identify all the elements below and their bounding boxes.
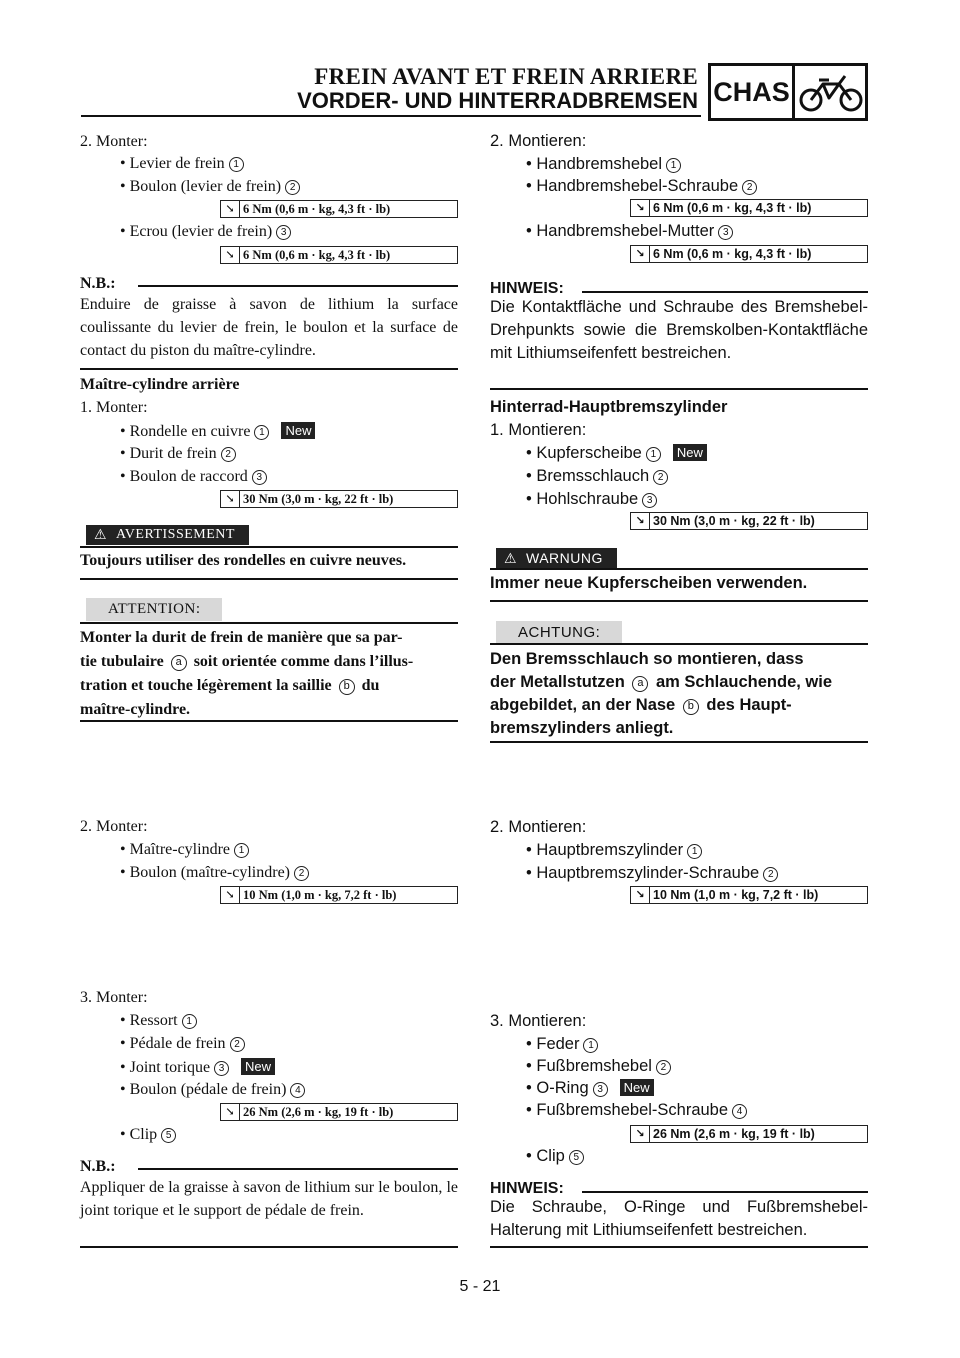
- warning-label-text: AVERTISSEMENT: [116, 527, 235, 542]
- callout-number: 3: [252, 470, 267, 485]
- list-item: [526, 1057, 671, 1076]
- callout-number: 3: [718, 225, 733, 240]
- attention-text: abgebildet, an der Nase: [490, 696, 676, 714]
- warning-icon: ⚠: [504, 550, 518, 566]
- note-rule: [138, 285, 458, 287]
- callout-letter: b: [339, 679, 355, 695]
- note-text: Enduire de graisse à savon de lithium la surface coulissante du levier de frein, le boulon et la surface de contact du piston du maître-cylindre.: [80, 296, 458, 359]
- attention-rule: [80, 622, 458, 624]
- callout-number: 1: [583, 1038, 598, 1053]
- list-item: [120, 1035, 245, 1053]
- item-text: • Bremsschlauch: [526, 467, 650, 485]
- note-text: Die Schraube, O-Ringe und Fußbremshebel-Halterung mit Lithiumseifenfett bestreichen.: [490, 1198, 868, 1239]
- step: 2. Monter:: [80, 133, 148, 150]
- header-title-fr: FREIN AVANT ET FREIN ARRIERE: [314, 64, 698, 89]
- attention-text: tration et touche légèrement la saillie: [80, 677, 332, 694]
- item-text: • Feder: [526, 1035, 580, 1053]
- warning-icon: ⚠: [94, 528, 108, 543]
- list-item: [526, 490, 657, 509]
- warning-label: [496, 548, 617, 568]
- torque-spec: [220, 246, 458, 264]
- item-text: • Clip: [120, 1126, 158, 1143]
- section-heading: Hinterrad-Hauptbremszylinder: [490, 398, 728, 416]
- torque-value: 6 Nm (0,6 m · kg, 4,3 ft · lb): [243, 202, 391, 216]
- list-item: [120, 223, 291, 241]
- torque-value: 10 Nm (1,0 m · kg, 7,2 ft · lb): [243, 888, 397, 902]
- callout-number: 1: [666, 158, 681, 173]
- callout-number: 5: [161, 1128, 176, 1143]
- list-item: [526, 1079, 654, 1098]
- list-item: [120, 1126, 176, 1144]
- note-label: HINWEIS:: [490, 1180, 564, 1197]
- attention-line: maître-cylindre.: [80, 701, 191, 718]
- step: 1. Montieren:: [490, 421, 587, 439]
- attention-line: [80, 653, 413, 671]
- list-item: [526, 864, 778, 883]
- page-header: [0, 0, 960, 130]
- callout-number: 1: [229, 157, 244, 172]
- step: 1. Monter:: [80, 399, 148, 416]
- item-text: • Levier de frein: [120, 155, 225, 172]
- new-badge: New: [281, 422, 315, 439]
- header-rule: [81, 115, 701, 117]
- item-text: • Ressort: [120, 1012, 178, 1029]
- item-text: • Ecrou (levier de frein): [120, 223, 273, 240]
- note-rule: [582, 291, 868, 293]
- attention-line: [80, 677, 379, 695]
- item-text: • O-Ring: [526, 1079, 589, 1097]
- torque-spec: [220, 886, 458, 904]
- step: 2. Montieren:: [490, 818, 587, 836]
- torque-value: 26 Nm (2,6 m · kg, 19 ft · lb): [243, 1105, 394, 1119]
- callout-number: 2: [230, 1037, 245, 1052]
- callout-number: 1: [687, 844, 702, 859]
- warning-text: Immer neue Kupferscheiben verwenden.: [490, 574, 808, 592]
- attention-line: bremszylinders anliegt.: [490, 719, 674, 737]
- wrench-icon: ↘: [631, 1126, 650, 1142]
- torque-value: 30 Nm (3,0 m · kg, 22 ft · lb): [243, 492, 394, 506]
- torque-value: 30 Nm (3,0 m · kg, 22 ft · lb): [653, 514, 815, 528]
- header-title-de: VORDER- UND HINTERRADBREMSEN: [297, 88, 698, 113]
- wrench-icon: ↘: [221, 887, 240, 903]
- item-text: • Boulon (maître-cylindre): [120, 864, 290, 881]
- list-item: [120, 841, 249, 859]
- warning-label: [86, 525, 249, 545]
- section-rule: [490, 388, 868, 390]
- callout-number: 2: [653, 470, 668, 485]
- attention-text: soit orientée comme dans l’illus-: [193, 653, 414, 670]
- callout-number: 5: [569, 1150, 584, 1165]
- attention-text: du: [361, 677, 380, 694]
- callout-number: 1: [254, 425, 269, 440]
- callout-number: 2: [221, 447, 236, 462]
- torque-value: 6 Nm (0,6 m · kg, 4,3 ft · lb): [653, 247, 812, 261]
- torque-value: 10 Nm (1,0 m · kg, 7,2 ft · lb): [653, 888, 819, 902]
- section-rule: [80, 578, 458, 580]
- torque-spec: [220, 1103, 458, 1121]
- callout-number: 2: [742, 180, 757, 195]
- note-rule: [582, 1191, 868, 1193]
- wrench-icon: ↘: [221, 201, 240, 217]
- list-item: [526, 467, 668, 486]
- list-item: [526, 1147, 584, 1166]
- callout-number: 3: [642, 493, 657, 508]
- torque-spec: [630, 199, 868, 217]
- item-text: • Joint torique: [120, 1059, 211, 1076]
- note-label: N.B.:: [80, 275, 116, 292]
- item-text: • Fußbremshebel: [526, 1057, 652, 1075]
- section-badge: [708, 63, 868, 121]
- list-item: [526, 177, 757, 196]
- note-label: N.B.:: [80, 1158, 116, 1175]
- attention-line: [490, 696, 792, 715]
- section-rule: [490, 1246, 868, 1248]
- attention-text: tie tubulaire: [80, 653, 164, 670]
- step: 3. Montieren:: [490, 1012, 587, 1030]
- callout-number: 2: [763, 867, 778, 882]
- warning-label-text: WARNUNG: [526, 550, 603, 566]
- callout-number: 3: [593, 1082, 608, 1097]
- attention-text: der Metallstutzen: [490, 673, 625, 691]
- attention-line: [490, 673, 832, 692]
- torque-value: 26 Nm (2,6 m · kg, 19 ft · lb): [653, 1127, 815, 1141]
- torque-value: 6 Nm (0,6 m · kg, 4,3 ft · lb): [653, 201, 812, 215]
- wrench-icon: ↘: [631, 887, 650, 903]
- callout-number: 3: [214, 1061, 229, 1076]
- warning-text: Toujours utiliser des rondelles en cuivre neuves.: [80, 552, 407, 569]
- item-text: • Fußbremshebel-Schraube: [526, 1101, 729, 1119]
- step: 3. Monter:: [80, 989, 148, 1006]
- item-text: • Hohlschraube: [526, 490, 639, 508]
- callout-number: 1: [234, 843, 249, 858]
- list-item: [120, 422, 315, 441]
- wrench-icon: ↘: [221, 1104, 240, 1120]
- torque-spec: [220, 490, 458, 508]
- wrench-icon: ↘: [631, 246, 650, 262]
- item-text: • Durit de frein: [120, 445, 217, 462]
- list-item: [120, 468, 267, 486]
- list-item: [526, 444, 707, 463]
- torque-spec: [630, 886, 868, 904]
- callout-number: 2: [294, 866, 309, 881]
- warning-rule: [490, 568, 868, 570]
- callout-number: 4: [290, 1083, 305, 1098]
- callout-number: 2: [285, 180, 300, 195]
- attention-line: Den Bremsschlauch so montieren, dass: [490, 650, 804, 668]
- list-item: [526, 222, 733, 241]
- callout-letter: b: [683, 699, 699, 715]
- callout-number: 4: [732, 1104, 747, 1119]
- item-text: • Handbremshebel: [526, 155, 663, 173]
- item-text: • Handbremshebel-Schraube: [526, 177, 739, 195]
- note-label: HINWEIS:: [490, 280, 564, 297]
- list-item: [120, 155, 244, 173]
- wrench-icon: ↘: [221, 491, 240, 507]
- item-text: • Handbremshebel-Mutter: [526, 222, 715, 240]
- attention-rule: [490, 643, 868, 645]
- section-code: CHAS: [711, 66, 795, 118]
- list-item: [120, 1058, 275, 1077]
- callout-number: 3: [276, 225, 291, 240]
- attention-text: des Haupt-: [706, 696, 792, 714]
- callout-letter: a: [632, 676, 648, 692]
- attention-text: am Schlauchende, wie: [655, 673, 833, 691]
- warning-rule: [80, 546, 458, 548]
- attention-line: Monter la durit de frein de manière que sa par-: [80, 629, 403, 646]
- list-item: [120, 1081, 305, 1099]
- item-text: • Boulon (pédale de frein): [120, 1081, 287, 1098]
- callout-number: 1: [646, 447, 661, 462]
- list-item: [120, 1012, 197, 1030]
- item-text: • Clip: [526, 1147, 565, 1165]
- list-item: [526, 155, 681, 174]
- note-text: Die Kontaktfläche und Schraube des Bremshebel-Drehpunkts sowie die Bremskolben-Kontaktfläche mit Lithiumseifenfett bestreichen.: [490, 298, 868, 362]
- motorcycle-icon: [799, 72, 863, 114]
- section-rule: [490, 741, 868, 743]
- section-rule: [490, 600, 868, 602]
- callout-number: 2: [656, 1060, 671, 1075]
- torque-spec: [220, 200, 458, 218]
- torque-spec: [630, 245, 868, 263]
- item-text: • Kupferscheibe: [526, 444, 642, 462]
- item-text: • Hauptbremszylinder: [526, 841, 684, 859]
- note-text: Appliquer de la graisse à savon de lithium sur le boulon, le joint torique et le support de pédale de frein.: [80, 1179, 458, 1219]
- attention-label: ATTENTION:: [86, 598, 222, 621]
- step: 2. Montieren:: [490, 132, 587, 150]
- item-text: • Hauptbremszylinder-Schraube: [526, 864, 760, 882]
- wrench-icon: ↘: [221, 247, 240, 263]
- new-badge: New: [673, 444, 707, 461]
- item-text: • Boulon de raccord: [120, 468, 248, 485]
- list-item: [526, 1035, 598, 1054]
- section-rule: [80, 368, 458, 370]
- callout-number: 1: [182, 1014, 197, 1029]
- section-heading: Maître-cylindre arrière: [80, 376, 240, 393]
- new-badge: New: [620, 1079, 654, 1096]
- torque-spec: [630, 1125, 868, 1143]
- item-text: • Rondelle en cuivre: [120, 423, 251, 440]
- note-rule: [138, 1168, 458, 1170]
- list-item: [120, 445, 236, 463]
- item-text: • Pédale de frein: [120, 1035, 226, 1052]
- torque-spec: [630, 512, 868, 530]
- list-item: [526, 841, 702, 860]
- step: 2. Monter:: [80, 818, 148, 835]
- new-badge: New: [241, 1058, 275, 1075]
- item-text: • Boulon (levier de frein): [120, 178, 282, 195]
- item-text: • Maître-cylindre: [120, 841, 230, 858]
- list-item: [526, 1101, 747, 1120]
- wrench-icon: ↘: [631, 200, 650, 216]
- section-rule: [80, 720, 458, 722]
- list-item: [120, 864, 309, 882]
- wrench-icon: ↘: [631, 513, 650, 529]
- section-rule: [80, 1246, 458, 1248]
- list-item: [120, 178, 300, 196]
- page-number: 5 - 21: [459, 1278, 501, 1295]
- attention-label: ACHTUNG:: [496, 621, 622, 644]
- callout-letter: a: [171, 655, 187, 671]
- torque-value: 6 Nm (0,6 m · kg, 4,3 ft · lb): [243, 248, 391, 262]
